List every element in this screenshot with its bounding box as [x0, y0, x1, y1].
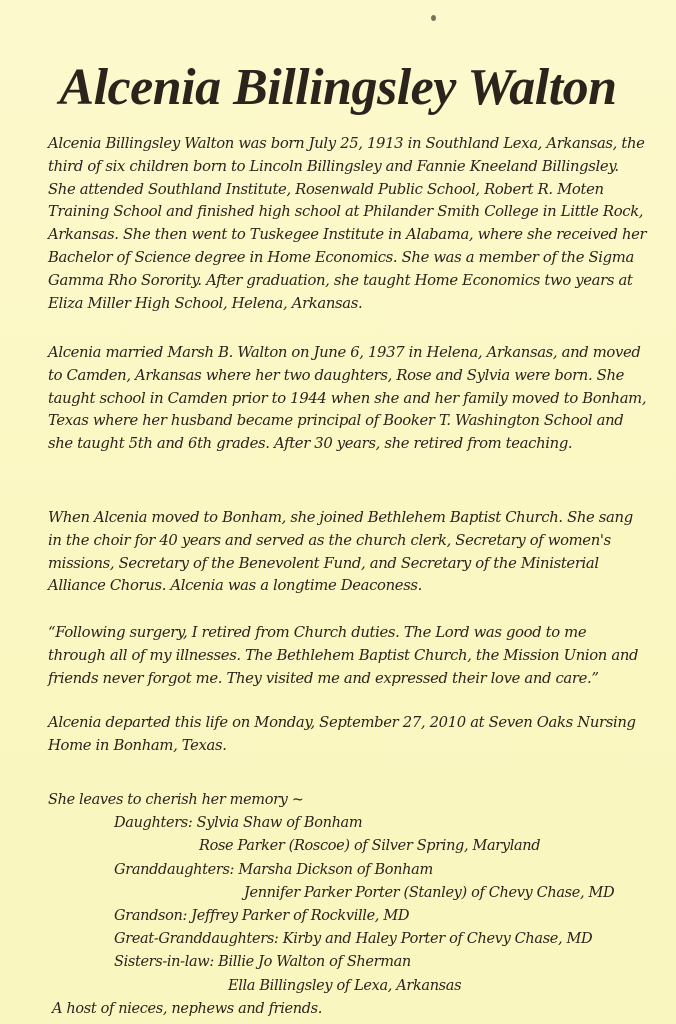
survivor-sisters-in-law: Sisters-in-law: Billie Jo Walton of Sherman	[114, 954, 411, 971]
survivor-granddaughter-second: Jennifer Parker Porter (Stanley) of Chevy Chase, MD	[244, 884, 615, 901]
biography-quote: “Following surgery, I retired from Church duties. The Lord was good to me through all of my illnesses. The Bethlehem Baptist Church, the Mission Union and friends never forgot me. They visited me and expressed their love and care.”	[48, 624, 639, 687]
paper-mark	[431, 15, 436, 21]
survivor-daughters: Daughters: Sylvia Shaw of Bonham	[114, 815, 363, 832]
survivor-granddaughters: Granddaughters: Marsha Dickson of Bonham	[114, 861, 433, 878]
biography-paragraph-marriage: Alcenia married Marsh B. Walton on June 6, 1937 in Helena, Arkansas, and moved to Camden, Arkansas where her two daughters, Rose and Sylvia were born. She taught school in Camden prior to 1944 when she and her family moved to Bonham, Texas where her husband became principal of Booker T. Washington School and she taught 5th and 6th grades. After 30 years, she retired from teaching.	[48, 344, 647, 453]
survivor-sister-in-law-second: Ella Billingsley of Lexa, Arkansas	[228, 977, 462, 994]
biography-paragraph-birth: Alcenia Billingsley Walton was born July 25, 1913 in Southland Lexa, Arkansas, the third of six children born to Lincoln Billingsley and Fannie Kneeland Billingsley. She attended Southland Institute, Rosenwald Public School, Robert R. Moten Training School and finished high school at Philander Smith College in Little Rock, Arkansas. She then went to Tuskegee Institute in Alabama, where she received her Bachelor of Science degree in Home Economics. She was a member of the Sigma Gamma Rho Sorority. After graduation, she taught Home Economics two years at Eliza Miller High School, Helena, Arkansas.	[48, 135, 647, 312]
survivors-list	[48, 789, 648, 1021]
biography-paragraph-church: When Alcenia moved to Bonham, she joined Bethlehem Baptist Church. She sang in the choir for 40 years and served as the church clerk, Secretary of women's missions, Secretary of the Benevolent Fund, and Secretary of the Ministerial Alliance Chorus. Alcenia was a longtime Deaconess.	[48, 509, 633, 595]
survivor-daughter-second: Rose Parker (Roscoe) of Silver Spring, Maryland	[199, 838, 541, 855]
survivor-grandson: Grandson: Jeffrey Parker of Rockville, MD	[114, 908, 410, 925]
biography-paragraph-passing: Alcenia departed this life on Monday, September 27, 2010 at Seven Oaks Nursing Home in Bonham, Texas.	[48, 714, 636, 754]
survivors-closing: A host of nieces, nephews and friends.	[52, 1000, 322, 1017]
survivor-great-granddaughters: Great-Granddaughters: Kirby and Haley Porter of Chevy Chase, MD	[114, 931, 593, 948]
survivors-intro: She leaves to cherish her memory ~	[48, 792, 304, 808]
page-title: Alcenia Billingsley Walton	[59, 58, 617, 116]
